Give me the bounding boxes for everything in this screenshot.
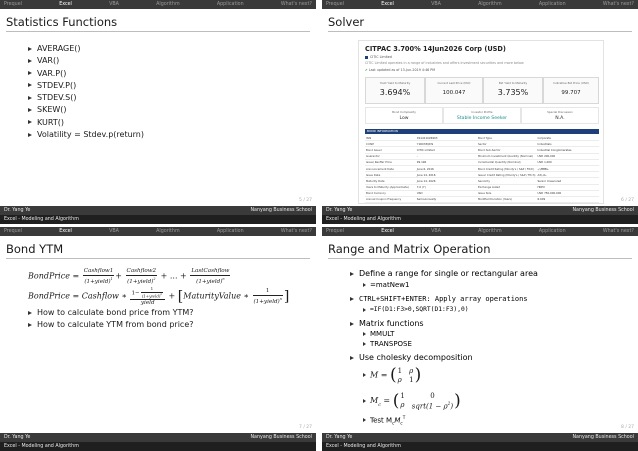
nav-prequel[interactable]: Prequel [326, 2, 344, 7]
title-divider [328, 31, 632, 32]
bullet-triangle-icon [28, 120, 32, 124]
table-cell: Corporate [536, 135, 599, 141]
footer-course: Excel - Modeling and Algorithm [326, 217, 401, 222]
table-cell: Industrial Conglomerates [536, 147, 599, 153]
table-cell: A3/-/A- [536, 172, 599, 178]
footer-school: Nanyang Business School [250, 208, 312, 213]
bullet-list [28, 44, 144, 142]
special-discussion: Special Discussion N.A. [521, 107, 599, 124]
footer-author: Dr. Yang Ye [326, 435, 353, 440]
bullet-triangle-icon [350, 272, 354, 276]
equation-bond-price-sum: BondPrice = $\frac{\text{Cashflow1}}{(1+yield)^1}$ + $\frac{\text{Cashflow2}}{(1+yield)^2}$ + ... + $\frac{\text{LastCashflow}}{(1+yield)^n}$ [28, 268, 230, 285]
bond-info-table [365, 135, 599, 203]
table-cell: Bond Credit Rating (Moody's / S&P / Fitch) [477, 165, 537, 171]
table-cell: HKEX [536, 184, 599, 190]
list-item: MMULT [363, 329, 538, 339]
list-item: Matrix functions [350, 318, 538, 329]
kpi-bid-price: Indicative Bid Price (USD) 99.707 [543, 77, 599, 104]
equation-bond-price-annuity: BondPrice = Cashflow ∗ 1− $\frac{1}{(1+yield)^n}$ yield + [MaturityValue ∗ $\frac{1}{(1+yield)^n}$ ] [28, 286, 290, 306]
bullet-triangle-icon [350, 297, 354, 301]
nav-excel[interactable]: Excel [381, 2, 394, 7]
footer-author: Dr. Yang Ye [4, 208, 31, 213]
list-item: STDEV.S() [28, 93, 144, 102]
list-item: Test $M_cM_c^T$ [363, 414, 538, 426]
nav-application[interactable]: Application [216, 2, 244, 7]
bullet-triangle-icon [28, 59, 32, 63]
slide-title: Statistics Functions [6, 15, 118, 29]
list-item: KURT() [28, 118, 144, 127]
list-item: Volatility = Stdev.p(return) [28, 130, 144, 139]
slide-title: Range and Matrix Operation [328, 242, 491, 256]
nav-prequel[interactable]: Prequel [4, 2, 22, 7]
nav-bar [0, 0, 316, 9]
bullet-triangle-icon [28, 83, 32, 87]
nav-prequel[interactable]: Prequel [4, 229, 22, 234]
nav-prequel[interactable]: Prequel [326, 229, 344, 234]
footer-bar [322, 433, 638, 442]
table-cell: USD [416, 190, 477, 196]
bullet-triangle-icon [363, 418, 366, 422]
table-cell: ISIN [365, 135, 416, 141]
table-cell: Sector [477, 141, 537, 147]
footer-school: Nanyang Business School [250, 435, 312, 440]
bullet-triangle-icon [28, 133, 32, 137]
footer-course-bar [0, 215, 316, 224]
nav-algorithm[interactable]: Algorithm [478, 229, 502, 234]
list-item: =matNew1 [363, 279, 538, 290]
table-cell: June 14, 2026 [416, 178, 477, 184]
table-cell: Bond Type [477, 135, 537, 141]
nav-application[interactable]: Application [538, 2, 566, 7]
page-number: 7 / 27 [299, 425, 312, 430]
slide-bond-ytm [0, 227, 316, 451]
nav-bar [322, 0, 638, 9]
footer-author: Dr. Yang Ye [4, 435, 31, 440]
table-cell: 6.009 [536, 196, 599, 202]
table-cell: Issuer Credit Rating (Moody's / S&P / Fitch) [477, 172, 536, 177]
table-cell: Issue Date [365, 172, 416, 178]
table-cell: USD 200,000 [536, 153, 599, 159]
page-number: 6 / 27 [621, 198, 634, 203]
issuer-logo-icon [365, 56, 368, 59]
table-cell: Y1R07ZQDS [416, 141, 477, 147]
bond-heading: CITPAC 3.700% 14Jun2026 Corp (USD) [365, 45, 506, 53]
nav-bar [0, 227, 316, 236]
nav-vba[interactable]: VBA [109, 2, 119, 7]
nav-vba[interactable]: VBA [109, 229, 119, 234]
list-item: TRANSPOSE [363, 339, 538, 349]
list-item: Define a range for single or rectangular area [350, 268, 538, 279]
nav-application[interactable]: Application [216, 229, 244, 234]
page-number: 5 / 27 [299, 198, 312, 203]
bond-issuer: CITIC Limited [365, 55, 392, 59]
table-cell: Minimum Investment Quantity (Nominal) [477, 153, 537, 159]
table-cell: June 6, 2016 [416, 165, 477, 171]
list-item: SKEW() [28, 105, 144, 114]
bullet-list [28, 308, 194, 333]
table-cell: Years to Maturity (Approximate) [365, 184, 416, 190]
table-cell: XS1411026903 [416, 135, 477, 141]
footer-bar [322, 206, 638, 215]
list-item: =IF(D1:F3>0,SQRT(D1:F3),0) [363, 304, 538, 315]
bullet-triangle-icon [350, 322, 354, 326]
list-item: CTRL+SHIFT+ENTER: Apply array operations [350, 293, 538, 304]
bond-complexity: Bond Complexity Low [365, 107, 443, 124]
table-cell: CUSIP [365, 141, 416, 147]
list-item: AVERAGE() [28, 44, 144, 53]
bond-updated: ✔ Last updated as of 13-Jun-2019 4:46 PM [365, 68, 436, 72]
table-cell: Modified Duration (Years) [477, 196, 537, 202]
content [350, 268, 538, 426]
bond-disclaimer: CITIC Limited operates in a range of industries and offers investment securities and more below [365, 61, 524, 65]
investor-profile: Investor Profile Stable Income Seeker [443, 107, 521, 124]
list-item: How to calculate YTM from bond price? [28, 320, 194, 329]
footer-course-bar [0, 442, 316, 451]
matrix-mc: $M_c$ = ( 1 0 ρ sqrt(1 − $\rho^2$) ) [363, 389, 538, 413]
bullet-triangle-icon [28, 323, 32, 327]
bullet-triangle-icon [28, 71, 32, 75]
kpi-last-price: Current Last Price (Mid) 100.047 [425, 77, 483, 104]
bullet-triangle-icon [350, 356, 354, 360]
nav-excel[interactable]: Excel [381, 229, 394, 234]
nav-whats-next[interactable]: What's next? [602, 229, 634, 234]
table-cell: - [416, 153, 477, 159]
list-item: STDEV.P() [28, 81, 144, 90]
title-divider [6, 31, 310, 32]
table-cell: Industrials [536, 141, 599, 147]
footer-author: Dr. Yang Ye [326, 208, 353, 213]
title-divider [6, 258, 310, 259]
table-cell: Annual Coupon Frequency [365, 196, 416, 202]
list-item: VAR() [28, 56, 144, 65]
slide-statistics-functions [0, 0, 316, 224]
nav-application[interactable]: Application [538, 229, 566, 234]
table-cell: Bond Issuer [365, 147, 416, 153]
list-item: VAR.P() [28, 69, 144, 78]
footer-bar [0, 206, 316, 215]
kpi-bid-yield: Bid Yield to Maturity 3.735% [483, 77, 543, 104]
nav-vba[interactable]: VBA [431, 229, 441, 234]
nav-algorithm[interactable]: Algorithm [156, 229, 180, 234]
matrix-m: M = ( 1 ρ ρ 1 ) [363, 363, 538, 387]
title-divider [328, 258, 632, 259]
bullet-triangle-icon [28, 96, 32, 100]
slide-solver [322, 0, 638, 224]
footer-school: Nanyang Business School [572, 208, 634, 213]
table-cell: Issue Size [477, 190, 537, 196]
table-cell: CITIC Limited [416, 147, 477, 153]
nav-whats-next[interactable]: What's next? [280, 2, 312, 7]
table-cell: -/-/BBB+ [536, 165, 599, 171]
table-cell: Maturity Date [365, 178, 416, 184]
footer-course: Excel - Modeling and Algorithm [4, 217, 79, 222]
footer-course: Excel - Modeling and Algorithm [326, 444, 401, 449]
table-cell: Incremental Quantity (Nominal) [477, 159, 537, 165]
bullet-triangle-icon [363, 399, 366, 403]
table-cell: Seniority [477, 178, 537, 184]
table-cell: Guarantor [365, 153, 416, 159]
table-cell: Semi-Annually [416, 196, 477, 202]
nav-algorithm[interactable]: Algorithm [478, 2, 502, 7]
slide-range-matrix [322, 227, 638, 451]
table-cell: Bond Sub-Sector [477, 147, 537, 153]
slide-title: Solver [328, 15, 365, 29]
table-cell: Bond Currency [365, 190, 416, 196]
nav-excel[interactable]: Excel [59, 229, 72, 234]
nav-whats-next[interactable]: What's next? [280, 229, 312, 234]
nav-bar [322, 227, 638, 236]
bond-info-header: BOND INFORMATION [365, 129, 599, 134]
bullet-triangle-icon [363, 283, 366, 287]
list-item: Use cholesky decomposition [350, 352, 538, 363]
table-cell: Senior Unsecured [536, 178, 599, 184]
bullet-triangle-icon [28, 47, 32, 51]
table-cell: 7.0 (Y) [416, 184, 477, 190]
table-cell: June 14, 2016 [416, 172, 477, 178]
list-item: How to calculate bond price from YTM? [28, 308, 194, 317]
slide-title: Bond YTM [6, 242, 64, 256]
footer-course-bar [322, 215, 638, 224]
bullet-triangle-icon [28, 311, 32, 315]
check-icon: ✔ [365, 68, 368, 72]
kpi-yield-to-maturity: Yield Yield to Maturity 3.694% [365, 77, 425, 104]
table-cell: USD 1,000 [536, 159, 599, 165]
bullet-triangle-icon [28, 108, 32, 112]
bullet-triangle-icon [363, 332, 366, 336]
page-number: 8 / 27 [621, 425, 634, 430]
nav-algorithm[interactable]: Algorithm [156, 2, 180, 7]
table-cell: Announcement Date [365, 165, 416, 171]
table-cell: USD 750,000,000 [536, 190, 599, 196]
table-cell: Issue/ Reoffer Price [365, 159, 416, 165]
bullet-triangle-icon [363, 373, 366, 377]
table-cell: 99.196 [416, 159, 477, 165]
nav-whats-next[interactable]: What's next? [602, 2, 634, 7]
bond-factsheet-image [358, 40, 604, 204]
footer-school: Nanyang Business School [572, 435, 634, 440]
nav-excel[interactable]: Excel [59, 2, 72, 7]
footer-course-bar [322, 442, 638, 451]
table-row [365, 196, 599, 202]
nav-vba[interactable]: VBA [431, 2, 441, 7]
bullet-triangle-icon [363, 342, 366, 346]
bullet-triangle-icon [363, 308, 366, 312]
footer-bar [0, 433, 316, 442]
table-cell: Exchange Listed [477, 184, 537, 190]
footer-course: Excel - Modeling and Algorithm [4, 444, 79, 449]
